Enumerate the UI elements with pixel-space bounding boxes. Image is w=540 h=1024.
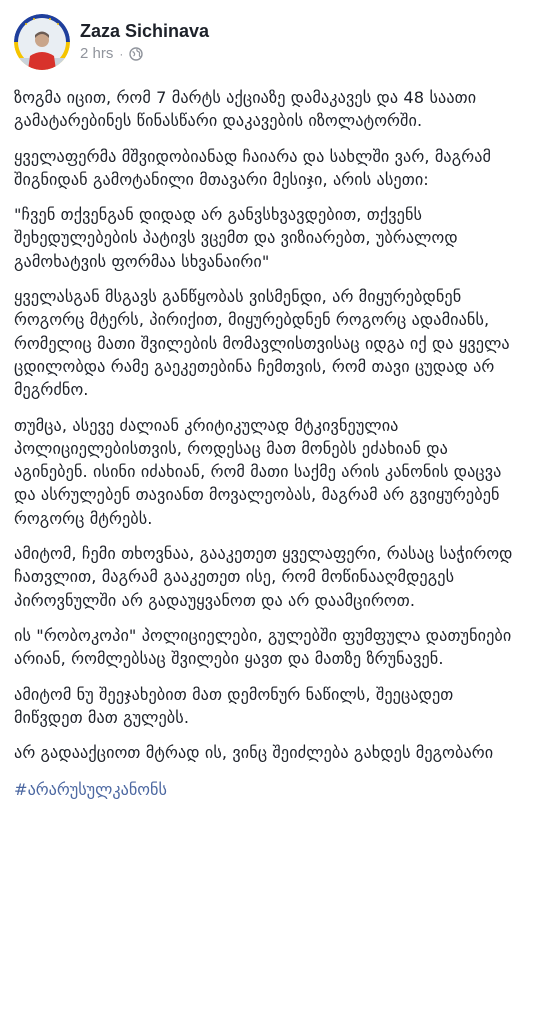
post-paragraph-4: ყველასგან მსგავს განწყობას ვისმენდი, არ მიყურებდნენ როგორც მტერს, პირიქით, მიყურებდნენ როგორც ადამიანს, რომელიც მათი შვილების მომავლისთვისაც იდგა იქ და ყველა ცდილობდა რამე გაეკეთებინა ჩემთვის, რომ თავი ცუდად არ მეგრძნო. — [14, 287, 510, 400]
author-name[interactable]: Zaza Sichinava — [80, 21, 210, 41]
post-paragraph-9: არ გადააქციოთ მტრად ის, ვინც შეიძლება გახდეს მეგობარი — [14, 743, 494, 763]
hashtag-link[interactable]: #არარუსულკანონს — [14, 780, 167, 800]
avatar[interactable] — [14, 14, 70, 70]
post-paragraph-8: ამიტომ ნუ შეეჯახებით მათ დემონურ ნაწილს, შეეცადეთ მიწვდეთ მათ გულებს. — [14, 684, 454, 727]
globe-icon[interactable] — [129, 47, 143, 61]
avatar-image — [14, 14, 70, 70]
post-paragraph-3: "ჩვენ თქვენგან დიდად არ განვსხვავდებით, თქვენს შეხედულებების პატივს ვცემთ და ვიზიარებთ, უბრალოდ გამოხატვის ფორმაა სხვანაირი" — [14, 205, 458, 271]
post-paragraph-6: ამიტომ, ჩემი თხოვნაა, გააკეთეთ ყველაფერი, რასაც საჭიროდ ჩათვლით, მაგრამ გააკეთეთ ისე, რომ მოწინააღმდეგეს პიროვნულში არ გადაუყვანოთ და არ დაამციროთ. — [14, 544, 513, 610]
post-timestamp[interactable]: 2 hrs — [80, 45, 114, 62]
post-header — [14, 12, 526, 72]
post-paragraph-7: ის "რობოკოპი" პოლიციელები, გულებში ფუმფულა დათუნიები არიან, რომლებსაც შვილები ყავთ და მათზე ზრუნავენ. — [14, 625, 512, 669]
post-subline — [80, 44, 209, 64]
post-meta — [80, 20, 209, 64]
post-paragraph-2: ყველაფერმა მშვიდობიანად ჩაიარა და სახლში ვარ, მაგრამ შიგნიდან გამოტანილი მთავარი მესიჯი, არის ასეთი: — [14, 146, 492, 189]
post-paragraph-5: თუმცა, ასევე ძალიან კრიტიკულად მტკივნეულია პოლიციელებისთვის, როდესაც მათ მონებს ეძახიან და აგინებენ. ისინი იძახიან, რომ მათი საქმე არის კანონის დაცვა და ასრულებენ თავიანთ მოვალეობას, მაგრამ არ გვიყურებენ როგორც მტრებს. — [14, 415, 502, 528]
meta-separator: · — [119, 47, 124, 61]
post-content — [14, 86, 526, 802]
post-paragraph-1: ზოგმა იცით, რომ 7 მარტს აქციაზე დამაკავეს და 48 საათი გამატარებინეს წინასწარი დაკავების იზოლატორში. — [14, 88, 477, 131]
